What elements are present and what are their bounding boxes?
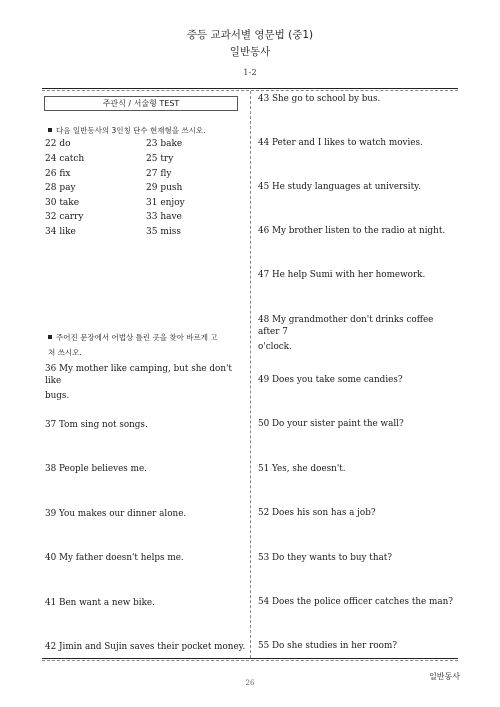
question-line: o'clock. (258, 342, 292, 352)
question-item: 50 Do your sister paint the wall? (258, 419, 404, 429)
word-item: 26 fix (45, 169, 71, 179)
word-item: 31 enjoy (146, 198, 185, 208)
page-number: 26 (245, 679, 255, 687)
question-line: 36 My mother like camping, but she don't like (45, 364, 232, 386)
question-item: 37 Tom sing not songs. (45, 420, 148, 430)
question-item: 54 Does the police officer catches the man? (258, 597, 454, 607)
instruction-2 (48, 332, 248, 358)
word-item: 29 push (146, 183, 183, 193)
footer-section-label: 일반동사 (429, 672, 460, 681)
question-item: 44 Peter and I likes to watch movies. (258, 138, 423, 148)
word-item: 22 do (45, 139, 71, 149)
question-item: 38 People believes me. (45, 464, 147, 474)
question-item: 43 She go to school by bus. (258, 94, 381, 104)
bullet-square-icon (48, 128, 52, 132)
word-item: 23 bake (146, 139, 183, 149)
question-item: 41 Ben want a new bike. (45, 598, 155, 608)
instruction-2-line1: 주어진 문장에서 어법상 틀린 곳을 찾아 바르게 고 (56, 333, 218, 342)
question-item: 45 He study languages at university. (258, 182, 421, 192)
question-item: 39 You makes our dinner alone. (45, 509, 187, 519)
word-item: 25 try (146, 154, 174, 164)
question-line: bugs. (45, 391, 70, 401)
question-item: 53 Do they wants to buy that? (258, 553, 392, 563)
question-item (45, 363, 245, 402)
bottom-rule (42, 658, 458, 659)
column-divider (250, 91, 251, 658)
word-item: 34 like (45, 227, 76, 237)
question-item (258, 314, 456, 353)
word-item: 27 fly (146, 169, 172, 179)
question-item: 42 Jimin and Sujin saves their pocket money. (45, 642, 246, 652)
question-item: 55 Do she studies in her room? (258, 641, 397, 651)
word-item: 32 carry (45, 212, 84, 222)
instruction-2-line2: 쳐 쓰시오. (48, 348, 82, 357)
question-item: 40 My father doesn't helps me. (45, 553, 184, 563)
word-item: 33 have (146, 212, 182, 222)
instruction-1-text: 다음 일반동사의 3인칭 단수 현재형을 쓰시오. (56, 126, 206, 135)
question-item: 52 Does his son has a job? (258, 508, 376, 518)
top-rule (42, 88, 458, 89)
instruction-1 (48, 125, 206, 136)
section-number: 1-2 (243, 68, 257, 78)
word-item: 35 miss (146, 227, 181, 237)
word-item: 28 pay (45, 183, 76, 193)
word-item: 30 take (45, 198, 80, 208)
page-subtitle: 일반동사 (229, 46, 271, 58)
bottom-rule-dashed (42, 660, 458, 661)
question-item: 46 My brother listen to the radio at night. (258, 226, 446, 236)
test-label-box: 주관식 / 서술형 TEST (44, 96, 238, 111)
bullet-square-icon (48, 335, 52, 339)
word-item: 24 catch (45, 154, 85, 164)
question-line: 48 My grandmother don't drinks coffee after 7 (258, 315, 434, 337)
question-item: 49 Does you take some candies? (258, 375, 403, 385)
question-item: 47 He help Sumi with her homework. (258, 270, 426, 280)
page-title: 중등 교과서별 영문법 (중1) (186, 29, 314, 41)
question-item: 51 Yes, she doesn't. (258, 464, 346, 474)
